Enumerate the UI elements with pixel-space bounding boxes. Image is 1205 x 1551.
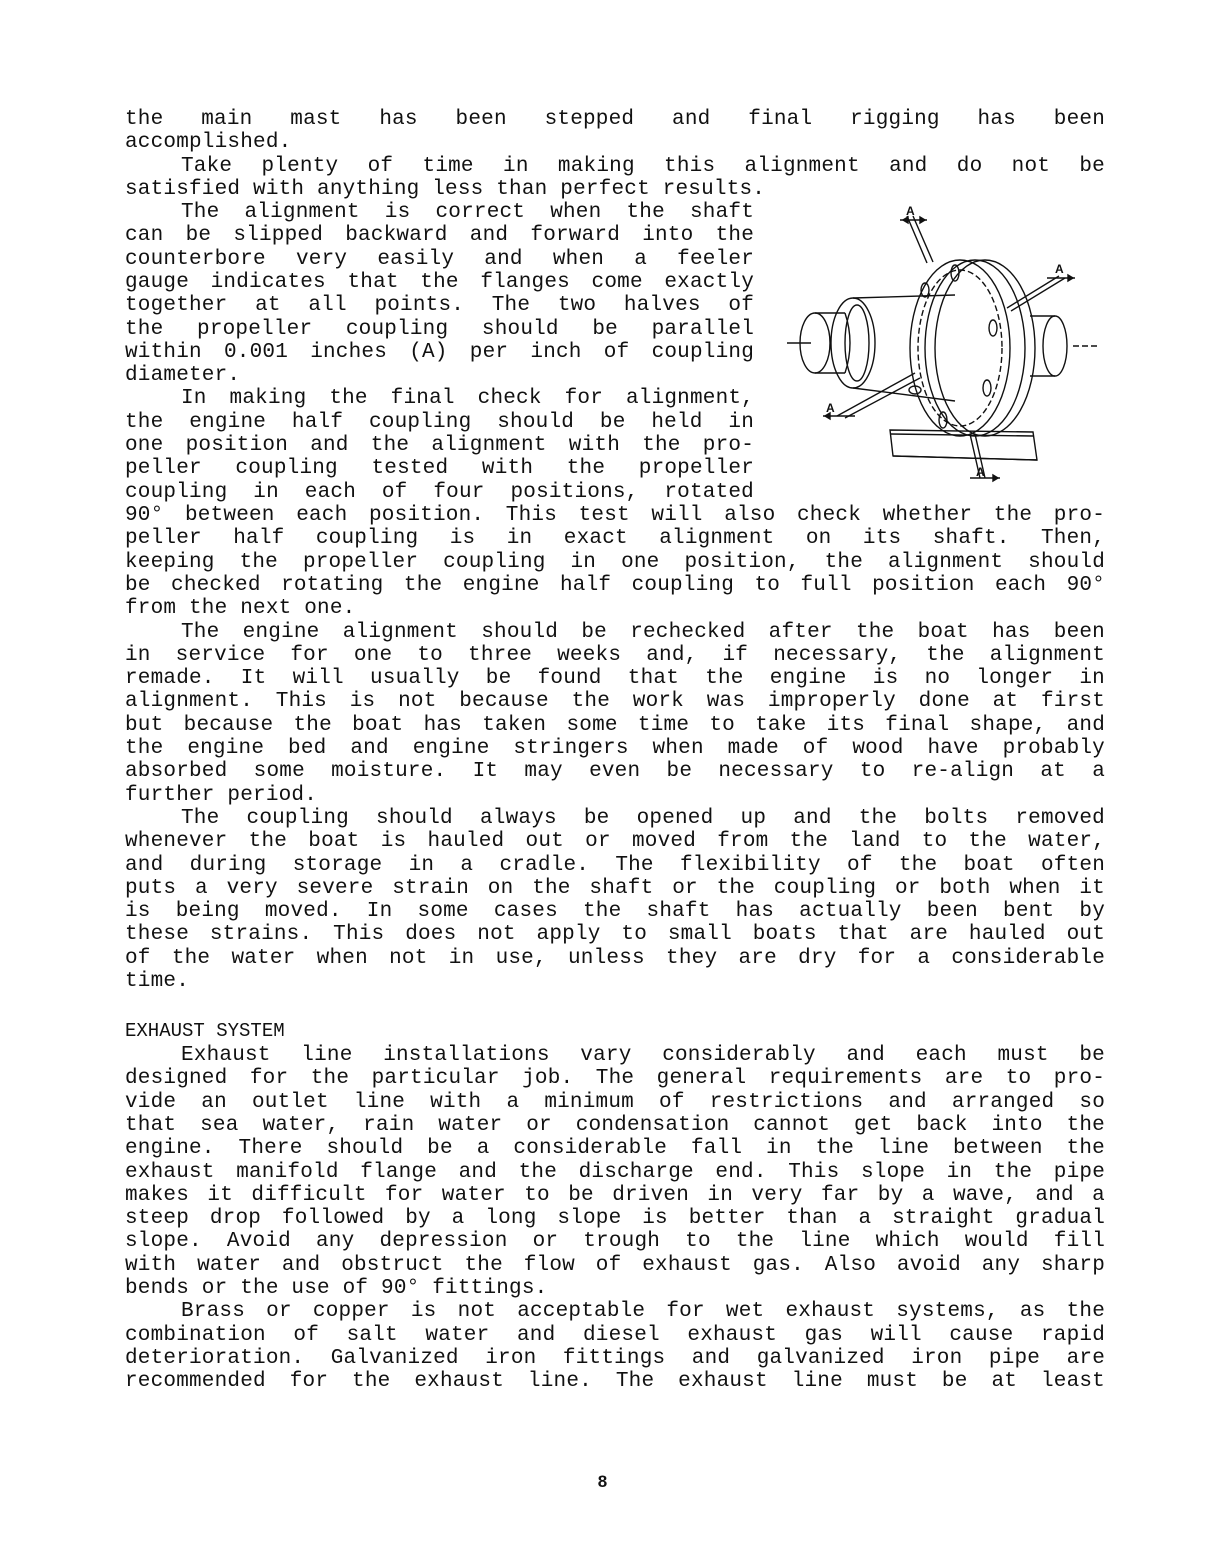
text-line: In making the final check for alignment, xyxy=(181,387,754,411)
text-line: The alignment is correct when the shaft xyxy=(181,201,754,224)
text-line: vide an outlet line with a minimum of restrictions and arranged so xyxy=(125,1090,1105,1114)
page-number: 8 xyxy=(597,1472,608,1491)
text-line: absorbed some moisture. It may even be necessary to re-align at a xyxy=(125,760,1105,784)
text-line: one position and the alignment with the pro- xyxy=(125,434,754,457)
text-line: slope. Avoid any depression or trough to the line which would fill xyxy=(125,1230,1105,1254)
text-line: that sea water, rain water or condensation cannot get back into the xyxy=(125,1113,1105,1137)
text-line: keeping the propeller coupling in one position, the alignment should xyxy=(125,550,1105,574)
svg-text:A: A xyxy=(906,204,915,218)
text-line: the propeller coupling should be parallel xyxy=(125,317,754,341)
text-line: remade. It will usually be found that the engine is no longer in xyxy=(125,667,1105,691)
text-line: but because the boat has taken some time to take its final shape, and xyxy=(125,713,1105,737)
text-line: in service for one to three weeks and, if necessary, the alignment xyxy=(125,643,1105,667)
text-line: The engine alignment should be rechecked after the boat has been xyxy=(181,620,1105,644)
text-line: puts a very severe strain on the shaft or the coupling or both when it xyxy=(125,876,1105,900)
text-line: the engine bed and engine stringers when made of wood have probably xyxy=(125,737,1105,760)
text-line: can be slipped backward and forward into the xyxy=(125,224,754,248)
text-line: gauge indicates that the flanges come exactly xyxy=(125,270,754,294)
text-line: alignment. This is not because the work was improperly done at first xyxy=(125,690,1105,714)
text-line: time. xyxy=(125,970,190,993)
text-line: engine. There should be a considerable fall in the line between the xyxy=(125,1137,1105,1161)
text-line: from the next one. xyxy=(125,597,356,621)
text-line: coupling in each of four positions, rotated xyxy=(125,480,754,504)
text-line: further period. xyxy=(125,783,318,807)
text-line: with water and obstruct the flow of exhaust gas. Also avoid any sharp xyxy=(125,1253,1105,1277)
text-line: bends or the use of 90° fittings. xyxy=(125,1277,548,1300)
text-line: designed for the particular job. The general requirements are to pro- xyxy=(125,1067,1105,1091)
text-line: peller half coupling is in exact alignment on its shaft. Then, xyxy=(125,527,1105,551)
text-line: Take plenty of time in making this alignment and do not be xyxy=(181,154,1105,178)
text-line: deterioration. Galvanized iron fittings and galvanized iron pipe are xyxy=(125,1346,1105,1370)
text-line: is being moved. In some cases the shaft has actually been bent by xyxy=(125,900,1105,924)
text-line: together at all points. The two halves of xyxy=(125,294,754,318)
section-heading-exhaust-system: EXHAUST SYSTEM xyxy=(125,1020,285,1042)
text-line: within 0.001 inches (A) per inch of coupling xyxy=(125,340,754,364)
text-line: of the water when not in use, unless they are dry for a considerable xyxy=(125,946,1105,970)
text-line: The coupling should always be opened up and the bolts removed xyxy=(181,806,1105,830)
text-line: whenever the boat is hauled out or moved from the land to the water, xyxy=(125,830,1105,854)
text-line: makes it difficult for water to be driven in very far by a wave, and a xyxy=(125,1183,1105,1207)
text-line: steep drop followed by a long slope is better than a straight gradual xyxy=(125,1207,1105,1231)
text-line: peller coupling tested with the propeller xyxy=(125,457,754,481)
svg-text:A: A xyxy=(1055,262,1064,276)
text-line: exhaust manifold flange and the discharge end. This slope in the pipe xyxy=(125,1160,1105,1184)
text-line: diameter. xyxy=(125,364,241,388)
text-line: Exhaust line installations vary considerably and each must be xyxy=(181,1044,1105,1067)
text-line: accomplished. xyxy=(125,131,292,155)
text-line: combination of salt water and diesel exhaust gas will cause rapid xyxy=(125,1323,1105,1347)
text-line: 90° between each position. This test will also check whether the pro- xyxy=(125,504,1105,527)
text-line: Brass or copper is not acceptable for wet exhaust systems, as the xyxy=(181,1300,1105,1324)
svg-text:A: A xyxy=(976,465,985,479)
text-line: be checked rotating the engine half coupling to full position each 90° xyxy=(125,573,1105,597)
text-line: the engine half coupling should be held in xyxy=(125,410,754,434)
svg-text:A: A xyxy=(826,401,835,415)
text-line: satisfied with anything less than perfect results. xyxy=(125,177,766,201)
coupling-alignment-figure xyxy=(775,198,1105,488)
coupling-diagram-icon xyxy=(775,198,1105,488)
text-line: these strains. This does not apply to small boats that are hauled out xyxy=(125,923,1105,947)
text-line: counterbore very easily and when a feeler xyxy=(125,247,754,271)
text-line: the main mast has been stepped and final rigging has been xyxy=(125,108,1105,131)
text-line: recommended for the exhaust line. The exhaust line must be at least xyxy=(125,1370,1105,1394)
text-line: and during storage in a cradle. The flexibility of the boat often xyxy=(125,853,1105,877)
